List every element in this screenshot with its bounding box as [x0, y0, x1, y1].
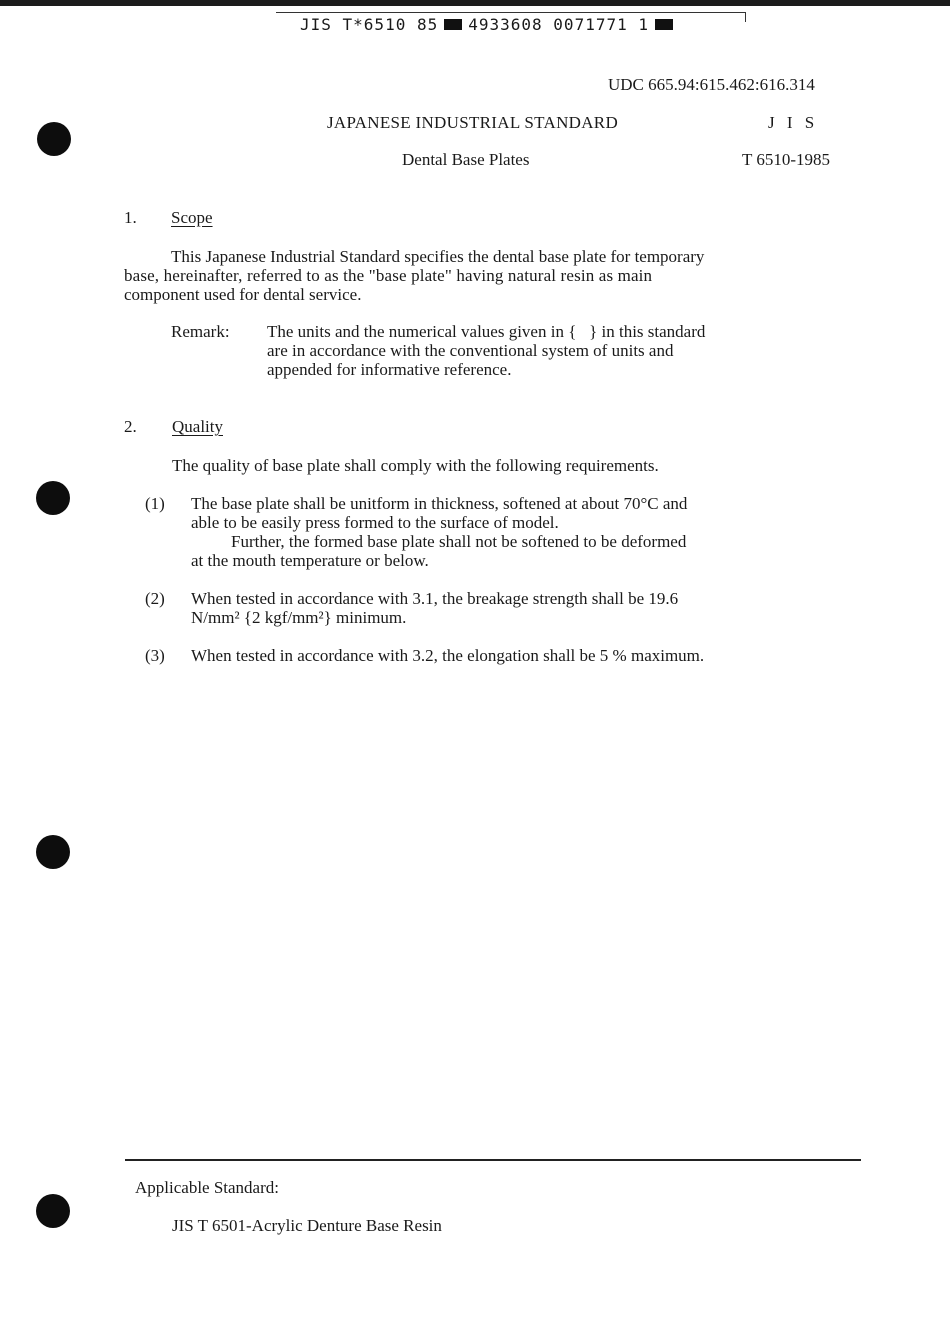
item-text-line: at the mouth temperature or below.	[191, 551, 429, 570]
item-number: (2)	[145, 589, 165, 608]
applicable-standard-label: Applicable Standard:	[135, 1178, 279, 1197]
udc-number: UDC 665.94:615.462:616.314	[608, 75, 815, 94]
standard-title: JAPANESE INDUSTRIAL STANDARD	[327, 113, 619, 132]
item-number: (3)	[145, 646, 165, 665]
scope-text-line: base, hereinafter, referred to as the "base plate" having natural resin as main	[124, 266, 653, 285]
remark-text-line: appended for informative reference.	[267, 360, 512, 379]
scope-text-line: This Japanese Industrial Standard specifies the dental base plate for temporary	[171, 247, 705, 266]
section-number-scope: 1.	[124, 208, 137, 227]
redaction-block	[655, 19, 673, 30]
document-number: T 6510-1985	[742, 150, 830, 169]
item-text-line: When tested in accordance with 3.2, the elongation shall be 5 % maximum.	[191, 646, 705, 665]
control-code-left: JIS T*6510 85	[300, 15, 439, 34]
section-title-quality: Quality	[172, 417, 223, 436]
item-text-line: When tested in accordance with 3.1, the breakage strength shall be 19.6	[191, 589, 679, 608]
punch-hole	[36, 835, 70, 869]
punch-hole	[36, 1194, 70, 1228]
remark-text-line: are in accordance with the conventional system of units and	[267, 341, 674, 360]
item-text-line: able to be easily press formed to the surface of model.	[191, 513, 559, 532]
section-number-quality: 2.	[124, 417, 137, 436]
punch-hole	[36, 481, 70, 515]
document-control-code	[300, 15, 679, 34]
remark-text-line: The units and the numerical values given in { } in this standard	[267, 322, 706, 341]
item-text-line: The base plate shall be unitform in thickness, softened at about 70°C and	[191, 494, 688, 513]
punch-hole	[37, 122, 71, 156]
redaction-block	[444, 19, 462, 30]
remark-label: Remark:	[171, 322, 230, 341]
item-text-line: Further, the formed base plate shall not be softened to be deformed	[231, 532, 687, 551]
header-rule	[276, 12, 746, 13]
control-code-right: 4933608 0071771 1	[468, 15, 649, 34]
item-number: (1)	[145, 494, 165, 513]
jis-mark: J I S	[768, 113, 819, 132]
applicable-standard-value: JIS T 6501-Acrylic Denture Base Resin	[172, 1216, 442, 1235]
header-rule-tick	[745, 12, 746, 22]
document-title: Dental Base Plates	[402, 150, 530, 169]
footer-rule	[125, 1159, 861, 1161]
item-text-line: N/mm² {2 kgf/mm²} minimum.	[191, 608, 407, 627]
scope-text-line: component used for dental service.	[124, 285, 362, 304]
scan-top-border	[0, 0, 950, 6]
quality-intro: The quality of base plate shall comply with the following requirements.	[172, 456, 659, 475]
section-title-scope: Scope	[171, 208, 213, 227]
